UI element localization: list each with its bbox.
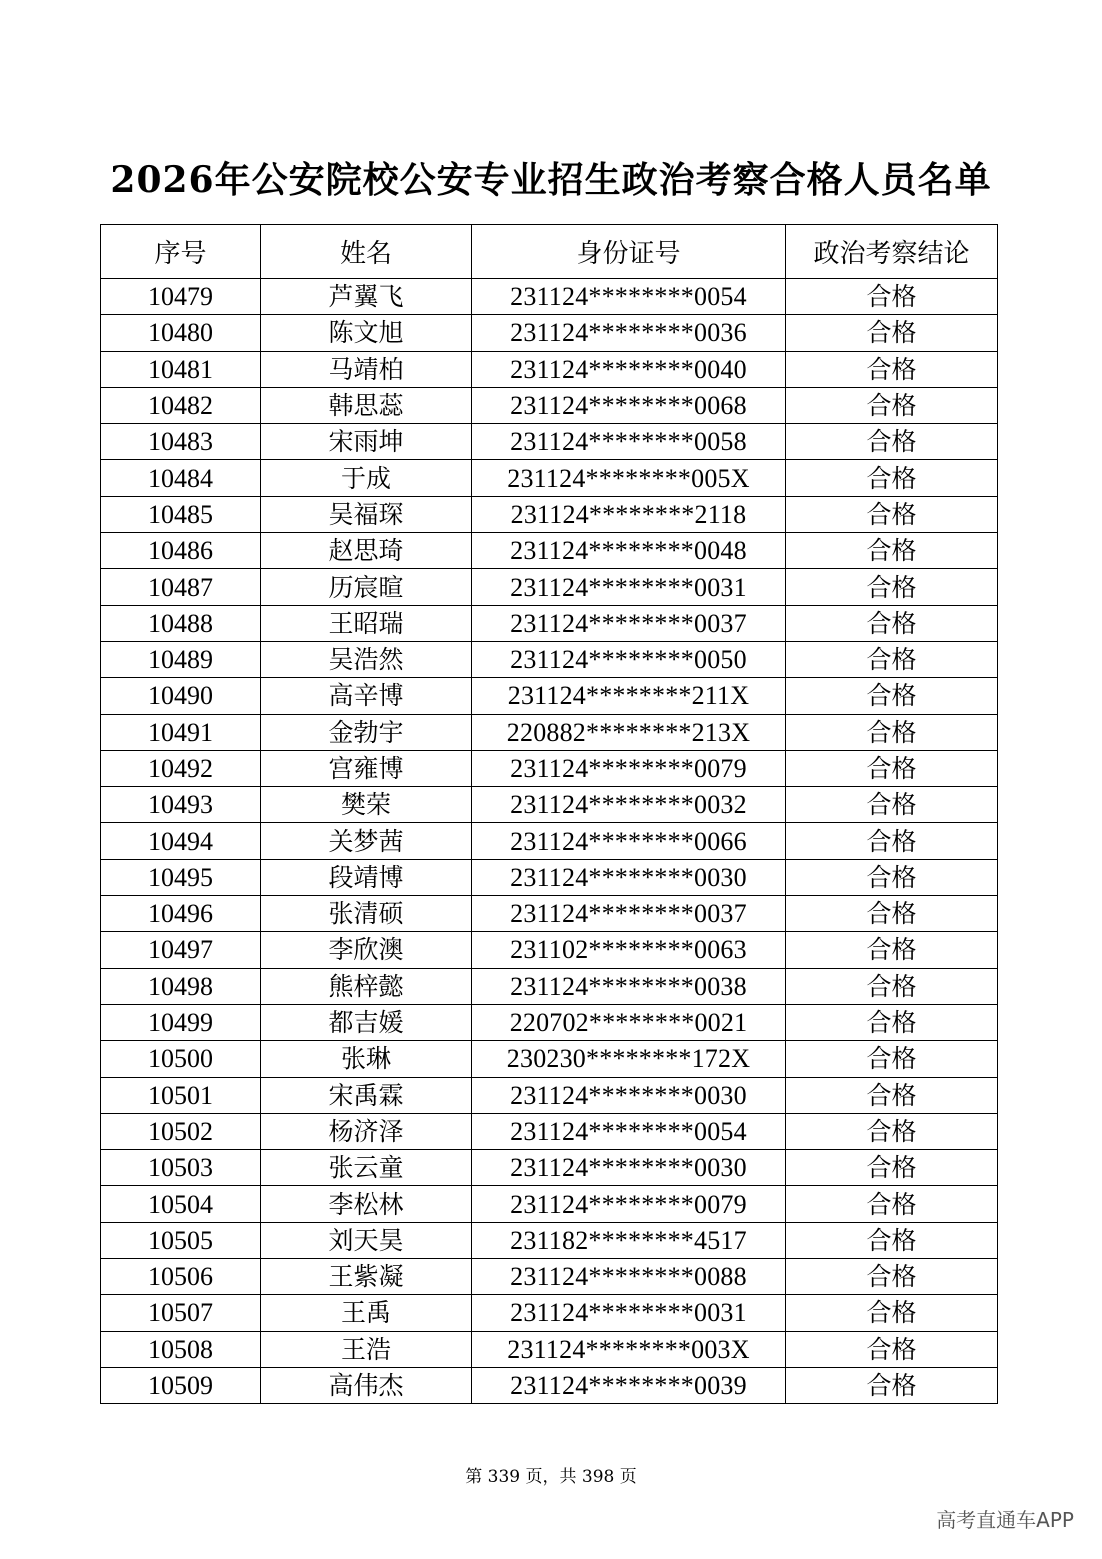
table-row xyxy=(101,641,998,677)
cell-conclusion: 合格 xyxy=(786,1186,998,1222)
cell-id-number: 231124********0031 xyxy=(472,1295,786,1331)
table-row xyxy=(101,496,998,532)
cell-id-number: 231124********0037 xyxy=(472,605,786,641)
cell-id-number: 231124********0048 xyxy=(472,533,786,569)
cell-name: 芦翼飞 xyxy=(261,279,472,315)
table-row xyxy=(101,823,998,859)
table-row xyxy=(101,750,998,786)
cell-id-number: 231124********0079 xyxy=(472,1186,786,1222)
cell-name: 李松林 xyxy=(261,1186,472,1222)
cell-seq: 10484 xyxy=(101,460,261,496)
table-row xyxy=(101,1222,998,1258)
cell-conclusion: 合格 xyxy=(786,787,998,823)
cell-conclusion: 合格 xyxy=(786,279,998,315)
cell-id-number: 231124********005X xyxy=(472,460,786,496)
cell-conclusion: 合格 xyxy=(786,1259,998,1295)
cell-name: 都吉媛 xyxy=(261,1004,472,1040)
cell-conclusion: 合格 xyxy=(786,1295,998,1331)
cell-conclusion: 合格 xyxy=(786,1367,998,1403)
cell-seq: 10503 xyxy=(101,1150,261,1186)
cell-id-number: 231124********0058 xyxy=(472,424,786,460)
cell-name: 吴浩然 xyxy=(261,641,472,677)
cell-id-number: 231124********003X xyxy=(472,1331,786,1367)
table-row xyxy=(101,1186,998,1222)
cell-conclusion: 合格 xyxy=(786,424,998,460)
cell-id-number: 220702********0021 xyxy=(472,1004,786,1040)
cell-seq: 10501 xyxy=(101,1077,261,1113)
cell-conclusion: 合格 xyxy=(786,496,998,532)
cell-id-number: 231124********0038 xyxy=(472,968,786,1004)
column-header-name: 姓名 xyxy=(261,225,472,279)
table-row xyxy=(101,896,998,932)
table-row xyxy=(101,1113,998,1149)
cell-conclusion: 合格 xyxy=(786,1222,998,1258)
cell-seq: 10491 xyxy=(101,714,261,750)
page-number-footer: 第 339 页，共 398 页 xyxy=(465,1467,637,1487)
cell-name: 樊荣 xyxy=(261,787,472,823)
cell-name: 宋雨坤 xyxy=(261,424,472,460)
table-row xyxy=(101,1077,998,1113)
cell-seq: 10499 xyxy=(101,1004,261,1040)
table-row xyxy=(101,387,998,423)
cell-id-number: 231124********0030 xyxy=(472,1077,786,1113)
cell-conclusion: 合格 xyxy=(786,714,998,750)
cell-name: 杨济泽 xyxy=(261,1113,472,1149)
table-row xyxy=(101,859,998,895)
table-row xyxy=(101,1331,998,1367)
cell-conclusion: 合格 xyxy=(786,387,998,423)
table-row xyxy=(101,1259,998,1295)
cell-seq: 10496 xyxy=(101,896,261,932)
cell-id-number: 231124********0088 xyxy=(472,1259,786,1295)
cell-seq: 10485 xyxy=(101,496,261,532)
cell-name: 陈文旭 xyxy=(261,315,472,351)
table-row xyxy=(101,424,998,460)
cell-conclusion: 合格 xyxy=(786,750,998,786)
cell-seq: 10483 xyxy=(101,424,261,460)
cell-conclusion: 合格 xyxy=(786,351,998,387)
cell-conclusion: 合格 xyxy=(786,1041,998,1077)
roster-table xyxy=(100,224,998,1404)
cell-seq: 10506 xyxy=(101,1259,261,1295)
cell-conclusion: 合格 xyxy=(786,896,998,932)
cell-seq: 10502 xyxy=(101,1113,261,1149)
cell-conclusion: 合格 xyxy=(786,569,998,605)
table-row xyxy=(101,1295,998,1331)
cell-seq: 10482 xyxy=(101,387,261,423)
table-row xyxy=(101,533,998,569)
table-row xyxy=(101,605,998,641)
cell-name: 赵思琦 xyxy=(261,533,472,569)
table-row xyxy=(101,569,998,605)
cell-id-number: 231124********0079 xyxy=(472,750,786,786)
cell-name: 王禹 xyxy=(261,1295,472,1331)
table-row xyxy=(101,787,998,823)
watermark-text: 高考直通车APP xyxy=(936,1508,1074,1532)
cell-conclusion: 合格 xyxy=(786,859,998,895)
cell-id-number: 220882********213X xyxy=(472,714,786,750)
cell-seq: 10507 xyxy=(101,1295,261,1331)
cell-name: 王紫凝 xyxy=(261,1259,472,1295)
cell-name: 高辛博 xyxy=(261,678,472,714)
cell-id-number: 231124********0066 xyxy=(472,823,786,859)
cell-id-number: 231124********0039 xyxy=(472,1367,786,1403)
table-row xyxy=(101,1367,998,1403)
table-body xyxy=(101,279,998,1404)
cell-conclusion: 合格 xyxy=(786,932,998,968)
cell-seq: 10490 xyxy=(101,678,261,714)
cell-name: 宫雍博 xyxy=(261,750,472,786)
table-row xyxy=(101,1041,998,1077)
cell-name: 韩思蕊 xyxy=(261,387,472,423)
cell-name: 王昭瑞 xyxy=(261,605,472,641)
cell-name: 宋禹霖 xyxy=(261,1077,472,1113)
table-row xyxy=(101,714,998,750)
cell-id-number: 231102********0063 xyxy=(472,932,786,968)
cell-seq: 10508 xyxy=(101,1331,261,1367)
document-title: 2026年公安院校公安专业招生政治考察合格人员名单 xyxy=(110,159,992,201)
cell-id-number: 231182********4517 xyxy=(472,1222,786,1258)
table-row xyxy=(101,968,998,1004)
cell-conclusion: 合格 xyxy=(786,641,998,677)
table-row xyxy=(101,351,998,387)
cell-conclusion: 合格 xyxy=(786,1004,998,1040)
table-row xyxy=(101,279,998,315)
cell-conclusion: 合格 xyxy=(786,533,998,569)
cell-seq: 10488 xyxy=(101,605,261,641)
cell-name: 金勃宇 xyxy=(261,714,472,750)
column-header-seq: 序号 xyxy=(101,225,261,279)
cell-seq: 10497 xyxy=(101,932,261,968)
cell-seq: 10500 xyxy=(101,1041,261,1077)
table-row xyxy=(101,678,998,714)
cell-id-number: 231124********0037 xyxy=(472,896,786,932)
table-row xyxy=(101,1150,998,1186)
cell-name: 段靖博 xyxy=(261,859,472,895)
cell-id-number: 231124********0054 xyxy=(472,1113,786,1149)
cell-name: 张清硕 xyxy=(261,896,472,932)
cell-seq: 10493 xyxy=(101,787,261,823)
cell-conclusion: 合格 xyxy=(786,1077,998,1113)
cell-conclusion: 合格 xyxy=(786,1113,998,1149)
cell-name: 吴福琛 xyxy=(261,496,472,532)
cell-id-number: 231124********0068 xyxy=(472,387,786,423)
cell-id-number: 231124********0031 xyxy=(472,569,786,605)
table-row xyxy=(101,932,998,968)
cell-id-number: 231124********0054 xyxy=(472,279,786,315)
cell-conclusion: 合格 xyxy=(786,1331,998,1367)
cell-id-number: 231124********0050 xyxy=(472,641,786,677)
cell-id-number: 231124********0040 xyxy=(472,351,786,387)
cell-name: 历宸暄 xyxy=(261,569,472,605)
cell-conclusion: 合格 xyxy=(786,968,998,1004)
cell-seq: 10487 xyxy=(101,569,261,605)
cell-conclusion: 合格 xyxy=(786,678,998,714)
cell-conclusion: 合格 xyxy=(786,315,998,351)
cell-seq: 10486 xyxy=(101,533,261,569)
cell-seq: 10489 xyxy=(101,641,261,677)
cell-seq: 10494 xyxy=(101,823,261,859)
cell-seq: 10492 xyxy=(101,750,261,786)
cell-name: 于成 xyxy=(261,460,472,496)
cell-id-number: 231124********211X xyxy=(472,678,786,714)
table-row xyxy=(101,460,998,496)
cell-name: 高伟杰 xyxy=(261,1367,472,1403)
cell-name: 熊梓懿 xyxy=(261,968,472,1004)
cell-seq: 10504 xyxy=(101,1186,261,1222)
table-header-row xyxy=(101,225,998,279)
cell-seq: 10509 xyxy=(101,1367,261,1403)
cell-id-number: 231124********0030 xyxy=(472,1150,786,1186)
cell-seq: 10498 xyxy=(101,968,261,1004)
cell-id-number: 230230********172X xyxy=(472,1041,786,1077)
cell-id-number: 231124********0036 xyxy=(472,315,786,351)
cell-seq: 10479 xyxy=(101,279,261,315)
cell-name: 王浩 xyxy=(261,1331,472,1367)
cell-id-number: 231124********2118 xyxy=(472,496,786,532)
table-row xyxy=(101,315,998,351)
column-header-conclusion: 政治考察结论 xyxy=(786,225,998,279)
cell-seq: 10495 xyxy=(101,859,261,895)
cell-name: 马靖柏 xyxy=(261,351,472,387)
cell-name: 李欣澳 xyxy=(261,932,472,968)
cell-conclusion: 合格 xyxy=(786,605,998,641)
cell-conclusion: 合格 xyxy=(786,460,998,496)
column-header-id-number: 身份证号 xyxy=(472,225,786,279)
cell-seq: 10505 xyxy=(101,1222,261,1258)
cell-name: 关梦茜 xyxy=(261,823,472,859)
cell-name: 张琳 xyxy=(261,1041,472,1077)
cell-id-number: 231124********0030 xyxy=(472,859,786,895)
cell-name: 张云童 xyxy=(261,1150,472,1186)
cell-conclusion: 合格 xyxy=(786,823,998,859)
cell-seq: 10480 xyxy=(101,315,261,351)
cell-conclusion: 合格 xyxy=(786,1150,998,1186)
table-row xyxy=(101,1004,998,1040)
cell-id-number: 231124********0032 xyxy=(472,787,786,823)
cell-seq: 10481 xyxy=(101,351,261,387)
cell-name: 刘天昊 xyxy=(261,1222,472,1258)
